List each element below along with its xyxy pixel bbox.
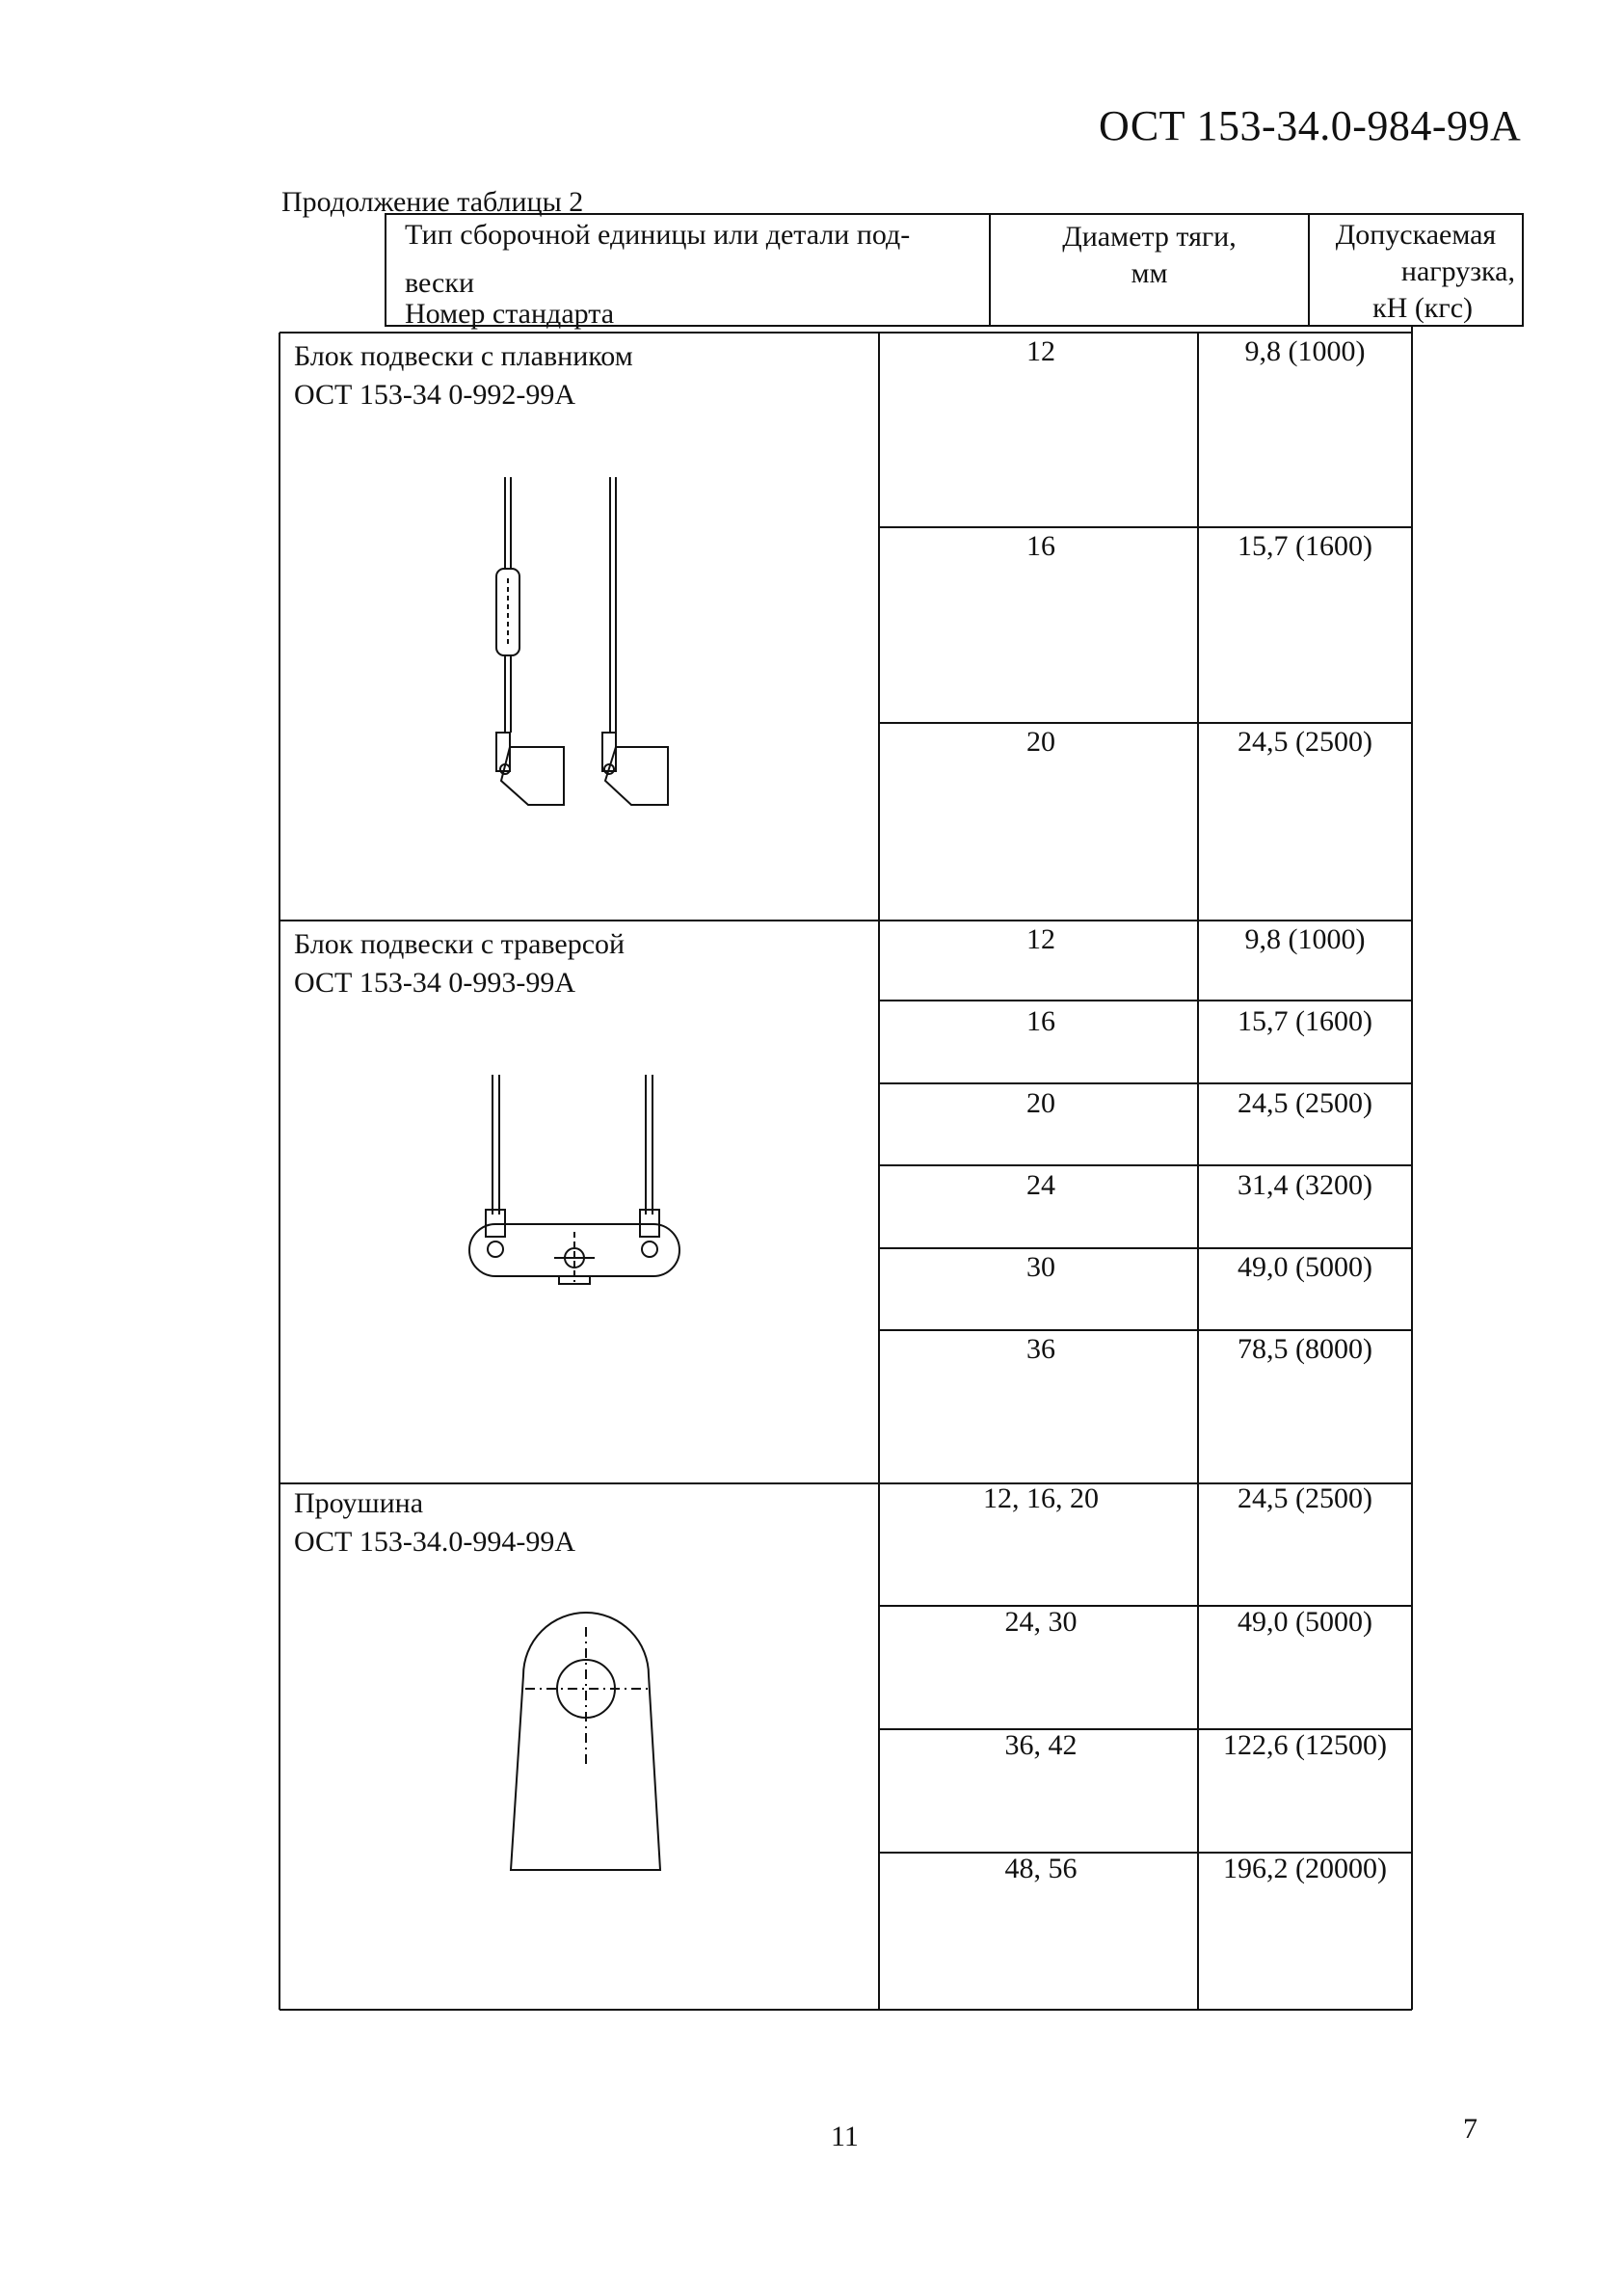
- header-type-line2: вески: [405, 267, 474, 299]
- diameter-cell: 20: [1026, 726, 1055, 758]
- load-cell: 9,8 (1000): [1244, 335, 1366, 367]
- group-name-fin-block: Блок подвески с плавником: [294, 340, 633, 372]
- page-number-right: 7: [1463, 2113, 1478, 2145]
- diameter-cell: 12: [1026, 335, 1055, 367]
- load-cell: 78,5 (8000): [1238, 1333, 1372, 1365]
- load-cell: 9,8 (1000): [1244, 923, 1366, 955]
- diameter-cell: 48, 56: [1004, 1853, 1078, 1884]
- header-type-line3: Номер стандарта: [405, 298, 615, 330]
- group-standard-traverse-block: ОСТ 153-34 0-993-99А: [294, 967, 576, 999]
- diameter-cell: 12, 16, 20: [983, 1482, 1099, 1514]
- fin-suspension-block-figure: [496, 477, 668, 805]
- load-cell: 196,2 (20000): [1223, 1853, 1387, 1884]
- header-load-line1: Допускаемая: [1335, 219, 1497, 251]
- load-cell: 15,7 (1600): [1238, 1005, 1372, 1037]
- load-cell: 49,0 (5000): [1238, 1251, 1372, 1283]
- load-cell: 24,5 (2500): [1238, 1087, 1372, 1119]
- load-cell: 24,5 (2500): [1238, 1482, 1372, 1514]
- load-cell: 15,7 (1600): [1238, 530, 1372, 562]
- group-standard-fin-block: ОСТ 153-34 0-992-99А: [294, 379, 576, 411]
- group-name-traverse-block: Блок подвески с траверсой: [294, 928, 626, 960]
- diameter-cell: 30: [1026, 1251, 1055, 1283]
- diameter-cell: 16: [1026, 530, 1055, 562]
- load-cell: 31,4 (3200): [1238, 1169, 1372, 1201]
- header-diameter-line1: Диаметр тяги,: [1062, 221, 1237, 253]
- diameter-cell: 24, 30: [1004, 1606, 1078, 1638]
- diameter-cell: 20: [1026, 1087, 1055, 1119]
- table-continuation-label: Продолжение таблицы 2: [281, 186, 584, 218]
- diameter-cell: 24: [1026, 1169, 1055, 1201]
- header-load-line2: нагрузка,: [1400, 255, 1515, 287]
- traverse-suspension-block-figure: [469, 1075, 679, 1284]
- header-load-line3: кН (кгс): [1372, 292, 1473, 324]
- diameter-cell: 16: [1026, 1005, 1055, 1037]
- diameter-cell: 12: [1026, 923, 1055, 955]
- group-name-eyelet: Проушина: [294, 1487, 424, 1519]
- group-standard-eyelet: ОСТ 153-34.0-994-99А: [294, 1526, 576, 1558]
- diameter-cell: 36: [1026, 1333, 1055, 1365]
- header-diameter-line2: мм: [1131, 257, 1168, 289]
- document-code: ОСТ 153-34.0-984-99А: [1099, 102, 1522, 149]
- eyelet-lug-figure: [511, 1613, 660, 1870]
- load-cell: 49,0 (5000): [1238, 1606, 1372, 1638]
- header-type-line1: Тип сборочной единицы или детали под-: [405, 219, 911, 251]
- load-cell: 24,5 (2500): [1238, 726, 1372, 758]
- load-cell: 122,6 (12500): [1223, 1729, 1387, 1761]
- page-number-center: 11: [831, 2121, 859, 2152]
- diameter-cell: 36, 42: [1004, 1729, 1078, 1761]
